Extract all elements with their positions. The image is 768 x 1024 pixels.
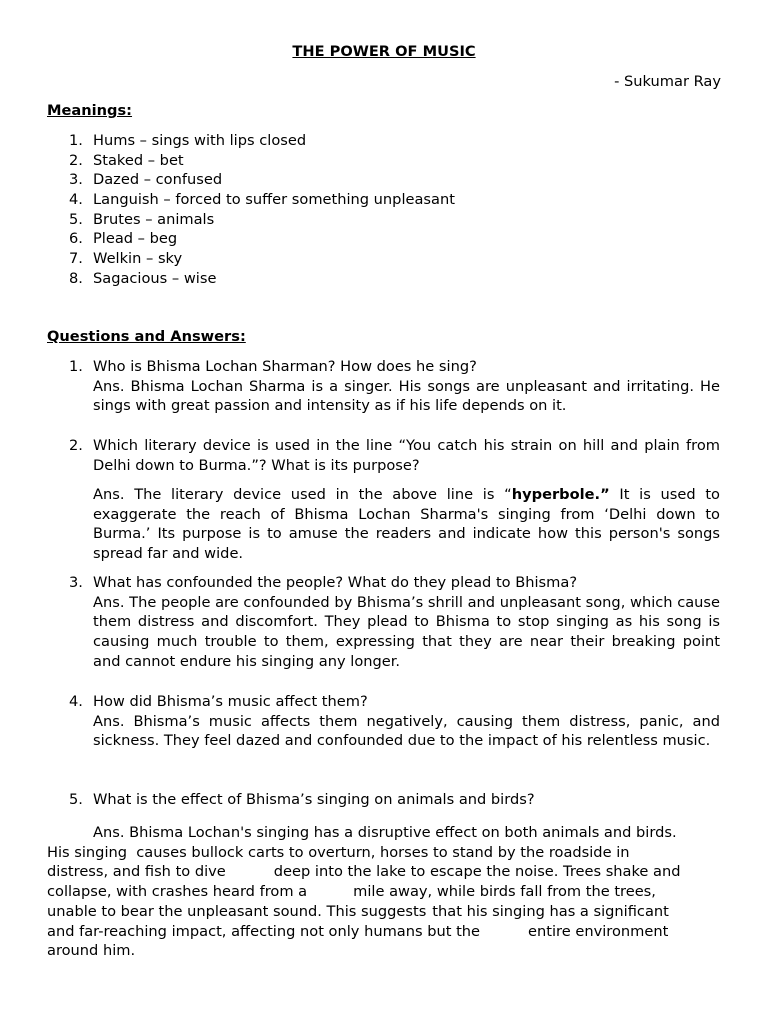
answer-text: Ans. Bhisma Lochan Sharma is a singer. His songs are unpleasant and irritating. He sings with great passion and intensity as if his life depends on it. bbox=[93, 377, 720, 415]
answer-line: His singing causes bullock carts to overturn, horses to stand by the roadside in bbox=[47, 843, 630, 861]
meaning-item: 5. Brutes – animals bbox=[69, 210, 215, 228]
document-title: THE POWER OF MUSIC bbox=[292, 43, 476, 60]
answer-text: Ans. Bhisma’s music affects them negatively, causing them distress, panic, and sickness. They feel dazed and confounded due to the impact of his relentless music. bbox=[93, 712, 720, 750]
question-text: Which literary device is used in the line “You catch his strain on hill and plain from Delhi down to Burma.”? What is its purpose? bbox=[93, 437, 720, 474]
question-5 bbox=[69, 790, 720, 810]
question-number: 5. bbox=[69, 791, 83, 808]
answer-line: around him. bbox=[47, 942, 136, 960]
question-text: What is the effect of Bhisma’s singing on animals and birds? bbox=[93, 791, 535, 808]
question-number: 3. bbox=[69, 574, 83, 591]
answer-line: distress, and fish to dive deep into the lake to escape the noise. Trees shake and bbox=[47, 863, 681, 881]
meaning-item: 8. Sagacious – wise bbox=[69, 269, 217, 287]
question-1 bbox=[69, 357, 720, 416]
meaning-item: 6. Plead – beg bbox=[69, 230, 178, 248]
answer-5-paragraph bbox=[47, 823, 720, 961]
question-number: 2. bbox=[69, 437, 83, 454]
meaning-item: 1. Hums – sings with lips closed bbox=[69, 132, 307, 149]
meanings-list bbox=[47, 131, 727, 289]
question-text: What has confounded the people? What do they plead to Bhisma? bbox=[93, 574, 578, 591]
author-line: - Sukumar Ray bbox=[614, 73, 721, 90]
answer-line: collapse, with crashes heard from a mile away, while birds fall from the trees, bbox=[47, 883, 656, 901]
meaning-item: 4. Languish – forced to suffer something unpleasant bbox=[69, 191, 455, 209]
answer-line: Ans. Bhisma Lochan's singing has a disruptive effect on both animals and birds. bbox=[93, 824, 677, 841]
question-3 bbox=[69, 573, 720, 672]
answer-text: Ans. The literary device used in the above line is “hyperbole.” It is used to exaggerate the reach of Bhisma Lochan Sharma's singing from ‘Delhi down to Burma.’ Its purpose is to amuse the readers and indicate how this person's songs spread far and wide. bbox=[93, 486, 720, 563]
question-text: Who is Bhisma Lochan Sharman? How does he sing? bbox=[93, 358, 477, 375]
meaning-item: 3. Dazed – confused bbox=[69, 171, 223, 189]
answer-text: Ans. The people are confounded by Bhisma’s shrill and unpleasant song, which cause them distress and discomfort. They plead to Bhisma to stop singing as his song is causing much trouble to them, expressing that they are near their breaking point and cannot endure his singing any longer. bbox=[93, 593, 720, 670]
meanings-heading: Meanings: bbox=[47, 102, 133, 119]
answer-line: unable to bear the unpleasant sound. This suggests that his singing has a significant bbox=[47, 902, 669, 920]
answer-emphasis: hyperbole.” bbox=[511, 486, 610, 503]
meaning-item: 2. Staked – bet bbox=[69, 151, 184, 169]
meaning-item: 7. Welkin – sky bbox=[69, 250, 183, 268]
question-2 bbox=[69, 436, 720, 475]
question-4 bbox=[69, 692, 720, 751]
answer-line: and far-reaching impact, affecting not only humans but the entire environment bbox=[47, 922, 669, 940]
qa-heading: Questions and Answers: bbox=[47, 328, 246, 345]
question-number: 4. bbox=[69, 693, 83, 710]
question-number: 1. bbox=[69, 358, 83, 375]
question-text: How did Bhisma’s music affect them? bbox=[93, 693, 368, 710]
answer-2 bbox=[69, 485, 720, 564]
